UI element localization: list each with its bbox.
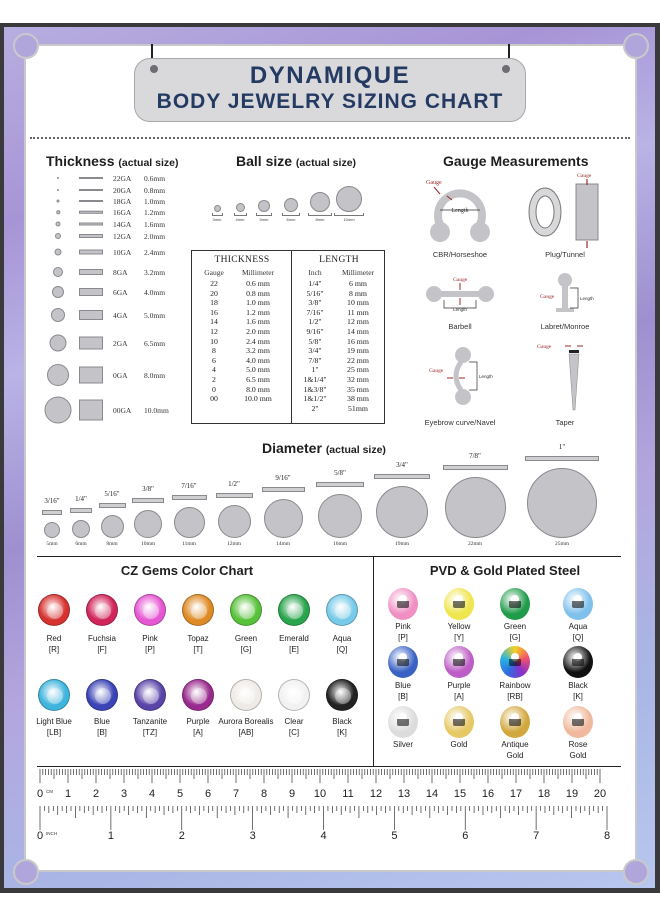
ball-circle [284,198,298,212]
cm-label: 7 [232,788,240,800]
pvd-swatch [444,646,474,678]
corner-notch [623,859,649,885]
table-row: 20 0.8 mm [210,288,270,298]
col-inch: Inch [308,268,322,277]
dotted-divider [30,137,630,139]
table-row: 16 1.2 mm [210,307,270,317]
pvd-swatch [563,646,593,678]
diameter-inch-label: 1/4" [75,495,87,503]
cm-label: 3 [120,788,128,800]
diameter-bar [316,482,364,487]
table-row: 10 2.4 mm [210,336,270,346]
diameter-bar [525,456,599,461]
pvd-name: Aqua [568,622,588,631]
pvd-swatch [500,588,530,620]
diameter-inch-label: 3/4" [396,461,408,469]
cz-gem-name: Aurora Borealis [218,717,274,726]
pvd-name: Antique [501,740,529,749]
gauge-label: 4GA [113,310,128,320]
pvd-name: Black [568,681,588,690]
gauge-dot [55,249,62,256]
diameter-bar [172,495,207,500]
gauge-item-label: Taper [555,418,575,427]
diameter-inch-label: 7/8" [469,452,481,460]
cz-gem-code: [K] [337,728,347,737]
cz-gem-name: Light Blue [36,717,72,726]
mm-label: 6.5mm [144,338,166,348]
pvd-name: Blue [394,681,411,690]
diameter-bar [216,493,253,498]
table-row: 5/8" 16 mm [308,336,369,346]
diameter-inch-label: 5/8" [334,469,346,477]
gauge-bar [79,310,103,320]
gauge-dot [50,335,67,352]
diameter-circle [318,494,362,538]
diameter-circle [264,499,303,538]
cm-label: 1 [64,788,72,800]
pvd-code: [B] [398,692,408,701]
diameter-bar [70,508,92,513]
cm-label: 14 [425,788,439,800]
pvd-name: Purple [447,681,471,690]
diameter-circle [376,486,428,538]
gauge-measurements-title: Gauge Measurements [443,153,589,169]
pvd-swatch [563,706,593,738]
diameter-inch-label: 9/16" [275,474,291,482]
gauge-label: 12GA [113,231,132,241]
mm-label: 2.0mm [144,231,166,241]
cz-gem-swatch [278,679,310,711]
mm-label: 1.0mm [144,196,166,206]
gauge-item-label: Plug/Tunnel [545,250,585,259]
thickness-header: THICKNESS [214,255,270,265]
cz-gem-swatch [278,594,310,626]
gauge-bar [79,177,103,179]
cm-label: 0 [36,788,44,800]
cm-label: 12 [369,788,383,800]
pvd-swatch [563,588,593,620]
ball-label: 8mm [315,217,325,222]
gauge-bar [79,250,103,255]
thickness-row [40,333,180,353]
pvd-code: [Q] [572,633,584,642]
cm-label: 20 [593,788,607,800]
ball-bracket [234,213,247,216]
inch-label: 1 [107,830,114,842]
table-divider [291,251,292,423]
ball-bracket [282,213,300,216]
cz-gem-code: [T] [193,645,203,654]
cz-gem-name: Emerald [279,634,309,643]
cz-gem-name: Black [332,717,352,726]
table-row: 7/8" 22 mm [308,355,369,365]
cz-gem-code: [B] [97,728,107,737]
table-row: 8 3.2 mm [212,346,270,356]
diameter-circle [134,510,162,538]
cz-gem-swatch [182,594,214,626]
table-row: 3/8" 10 mm [308,298,369,308]
gauge-item-label: Labret/Monroe [540,322,590,331]
ball-size-title: Ball size (actual size) [236,153,357,169]
pvd-name: Rose [568,740,588,749]
cz-gem-swatch [38,679,70,711]
cz-gem-code: [E] [289,645,299,654]
diameter-inch-label: 5/16" [104,490,120,498]
diameter-mm-label: 25mm [554,541,570,547]
diameter-circle [527,468,597,538]
pvd-name: Rainbow [499,681,531,690]
table-row: 1&1/4" 32 mm [303,374,369,384]
gauge-dot [55,233,61,239]
col-millimeter: Millimeter [341,268,375,277]
cz-gem-name: Blue [93,717,110,726]
corner-notch [13,859,39,885]
svg-text:Gauge: Gauge [577,173,592,179]
table-row: 14 1.6 mm [210,317,270,327]
cz-gem-name: Pink [142,634,158,643]
diameter-bar [132,498,164,503]
cz-gem-code: [A] [193,728,203,737]
pvd-title: PVD & Gold Plated Steel [429,563,581,578]
pvd-name: Gold [569,751,587,760]
diameter-mm-label: 11mm [182,541,196,547]
title-sign [134,58,526,122]
corner-notch [13,33,39,59]
gauge-bar [79,367,103,384]
ball-circle [310,192,330,212]
cz-gems-title: CZ Gems Color Chart [120,563,254,578]
col-gauge: Gauge [204,268,224,277]
gauge-label: 0GA [113,370,128,380]
svg-text:Gauge: Gauge [540,294,555,300]
pvd-name: Gold [450,740,468,749]
cz-gem-swatch [38,594,70,626]
gauge-item-label: Eyebrow curve/Navel [424,418,496,427]
inch-label: 3 [249,830,256,842]
pvd-code: [P] [398,633,408,642]
inch-label: 8 [603,830,611,842]
gauge-bar [79,234,103,238]
table-row: 3/4" 19 mm [308,346,369,356]
pvd-name: Yellow [447,622,471,631]
table-row: 2" 51mm [311,403,368,413]
corner-notch [623,33,649,59]
svg-text:Gauge: Gauge [537,344,552,350]
gauge-dot [57,177,59,179]
eyebrow-curve-diagram [425,346,495,406]
cm-unit-label: CM [46,789,53,794]
diameter-mm-label: 10mm [140,541,156,547]
diameter-circle [72,520,90,538]
pvd-swatch [500,706,530,738]
diameter-circle [445,477,506,538]
cz-gem-name: Clear [284,717,304,726]
gauge-dot [45,397,72,424]
cm-label: 4 [148,788,156,800]
cm-label: 13 [397,788,411,800]
mm-label: 8.0mm [144,370,166,380]
table-row: 0 8.0 mm [212,384,270,394]
mm-label: 1.6mm [144,219,166,229]
cz-gem-code: [R] [48,645,60,654]
cm-label: 11 [342,788,354,800]
thickness-row [40,242,180,262]
ball-circle [336,186,362,212]
pvd-swatch [388,646,418,678]
diameter-bar [262,487,305,492]
svg-text:Length: Length [453,307,467,312]
ball-circle [236,203,245,212]
mm-label: 1.2mm [144,207,166,217]
ball-label: 5mm [259,217,269,222]
diameter-circle [174,507,205,538]
gauge-label: 20GA [113,185,132,195]
table-row: 00 10.0 mm [210,394,272,404]
ball-circle [214,205,221,212]
cm-label: 19 [565,788,579,800]
cz-gem-code: [C] [288,728,300,737]
ruler [0,766,660,856]
thickness-table [198,255,286,404]
gauge-item-label: CBR/Horseshoe [432,250,488,259]
inch-label: 7 [533,830,540,842]
cm-label: 9 [288,788,296,800]
table-row: 1&3/8" 35 mm [303,384,369,394]
diameter-inch-label: 7/16" [181,482,197,490]
cz-gem-name: Red [46,634,62,643]
table-row: 22 0.6 mm [210,279,270,288]
inch-label: 2 [178,830,185,842]
svg-text:Length: Length [451,208,469,214]
table-row: 2 6.5 mm [212,374,270,384]
col-millimeter: Millimeter [241,268,275,277]
cz-gem-name: Topaz [187,634,209,643]
mm-label: 3.2mm [144,267,166,277]
cm-label: 8 [260,788,268,800]
gauge-label: 16GA [113,207,132,217]
size-table [191,250,385,424]
cz-gem-code: [LB] [46,728,62,737]
pvd-code: [RB] [507,692,523,701]
brand-title: DYNAMIQUE [249,62,411,89]
cz-gem-swatch [182,679,214,711]
cm-label: 6 [204,788,212,800]
thickness-row [40,282,180,302]
pvd-name: Green [503,622,527,631]
cz-gem-swatch [86,679,118,711]
diameter-circle [101,515,124,538]
cm-label: 2 [92,788,100,800]
thickness-title: Thickness (actual size) [46,153,179,169]
thickness-row [40,262,180,282]
thickness-row [40,400,180,420]
diameter-mm-label: 6mm [75,541,87,547]
diameter-mm-label: 22mm [467,541,483,547]
ball-bracket [212,213,223,216]
ball-circle [258,200,270,212]
cz-gem-swatch [86,594,118,626]
gauge-label: 10GA [113,247,132,257]
cz-gem-swatch [134,679,166,711]
diameter-inch-label: 1/2" [228,480,240,488]
gauge-item-label: Barbell [448,322,472,331]
ball-label: 4mm [235,217,245,222]
gauge-label: 22GA [113,173,132,183]
cz-gem-name: Green [234,634,258,643]
cz-gem-swatch [326,594,358,626]
cz-gem-name: Aqua [332,634,352,643]
length-table [296,255,382,413]
cm-label: 10 [313,788,327,800]
cz-gem-code: [F] [97,645,107,654]
svg-text:Length: Length [479,374,493,379]
gauge-label: 14GA [113,219,132,229]
labret-monroe-diagram [530,272,600,317]
gauge-dot [53,267,63,277]
diameter-bar [42,510,62,515]
inch-label: 4 [320,830,327,842]
cz-gem-code: [G] [240,645,252,654]
cm-label: 16 [481,788,495,800]
gauge-bar [79,288,103,296]
ball-label: 10mm [343,217,355,222]
cz-gem-name: Tanzanite [132,717,168,726]
pvd-code: [K] [573,692,583,701]
gauge-label: 8GA [113,267,128,277]
pvd-code: [Y] [454,633,464,642]
table-row: 18 1.0 mm [210,298,270,308]
table-row: 1&1/2" 38 mm [303,394,369,404]
cm-label: 5 [176,788,184,800]
inch-label: 0 [36,830,44,842]
pvd-swatch [388,588,418,620]
mm-label: 2.4mm [144,247,166,257]
diameter-inch-label: 1" [558,443,566,451]
cz-gem-code: [TZ] [142,728,158,737]
gauge-bar [79,269,103,275]
table-row: 7/16" 11 mm [306,307,369,317]
sign-hole [502,65,510,73]
gauge-dot [47,364,69,386]
cbr-horseshoe-diagram [420,172,500,252]
ball-label: 3mm [212,217,222,222]
table-row: 5/16" 8 mm [306,288,367,298]
cz-gem-code: [AB] [238,728,254,737]
pvd-swatch [444,588,474,620]
gauge-dot [51,308,65,322]
pvd-swatch [388,706,418,738]
cz-gem-swatch [230,594,262,626]
cz-gem-name: Fuchsia [87,634,116,643]
svg-text:Length: Length [580,296,594,301]
pvd-name: Pink [395,622,411,631]
diameter-mm-label: 5mm [46,541,58,547]
diameter-inch-label: 3/8" [142,485,154,493]
gauge-bar [79,337,103,350]
length-header: LENGTH [319,255,359,265]
cm-label: 17 [509,788,523,800]
cm-label: 18 [537,788,551,800]
table-row: 1" 25 mm [311,365,369,375]
diameter-mm-label: 8mm [106,541,118,547]
barbell-diagram [420,272,500,312]
plug-tunnel-diagram [525,170,605,250]
table-row: 1/2" 12 mm [308,317,369,327]
cz-gem-code: [Q] [336,645,348,654]
diameter-mm-label: 16mm [332,541,348,547]
ball-bracket [308,213,332,216]
table-row: 9/16" 14 mm [306,326,369,336]
cm-label: 15 [453,788,467,800]
cz-gem-swatch [230,679,262,711]
mm-label: 10.0mm [144,405,169,415]
inch-label: 5 [391,830,398,842]
mm-label: 0.6mm [144,173,166,183]
pvd-swatch [444,706,474,738]
svg-text:Gauge: Gauge [426,180,442,186]
diameter-mm-label: 12mm [226,541,242,547]
gauge-label: 18GA [113,196,132,206]
gauge-bar [79,400,103,421]
diameter-bar [374,474,430,479]
taper-diagram [535,340,595,415]
pvd-code: [G] [509,633,521,642]
diameter-circle [44,522,60,538]
ball-label: 6mm [286,217,296,222]
thickness-row [40,305,180,325]
diameter-inch-label: 3/16" [44,497,60,505]
ball-bracket [334,213,364,216]
pvd-code: [A] [454,692,464,701]
diameter-title: Diameter (actual size) [262,440,386,456]
diameter-circle [218,505,251,538]
mm-label: 4.0mm [144,287,166,297]
gauge-dot [52,286,64,298]
mm-label: 5.0mm [144,310,166,320]
section-divider [37,556,621,557]
cz-gem-name: Purple [186,717,210,726]
chart-title: BODY JEWELRY SIZING CHART [156,90,504,113]
mm-label: 0.8mm [144,185,166,195]
gauge-label: 2GA [113,338,128,348]
table-row: 12 2.0 mm [210,326,270,336]
table-row: 1/4" 6 mm [308,279,367,288]
table-row: 6 4.0 mm [212,355,270,365]
diameter-bar [443,465,508,470]
inch-unit-label: INCH [46,831,57,836]
gauge-bar [79,211,103,214]
svg-text:Gauge: Gauge [429,368,444,374]
gauge-label: 00GA [113,405,132,415]
ball-bracket [256,213,272,216]
pvd-swatch [500,646,530,678]
cz-gem-swatch [134,594,166,626]
cz-gem-code: [P] [145,645,155,654]
pvd-name: Gold [506,751,524,760]
pvd-name: Silver [392,740,413,749]
svg-text:Gauge: Gauge [453,277,468,283]
diameter-mm-label: 19mm [394,541,410,547]
gauge-label: 6GA [113,287,128,297]
diameter-bar [99,503,126,508]
thickness-row [40,365,180,385]
cz-gem-swatch [326,679,358,711]
table-row: 4 5.0 mm [212,365,270,375]
diameter-mm-label: 14mm [275,541,291,547]
sign-hole [150,65,158,73]
inch-label: 6 [462,830,469,842]
